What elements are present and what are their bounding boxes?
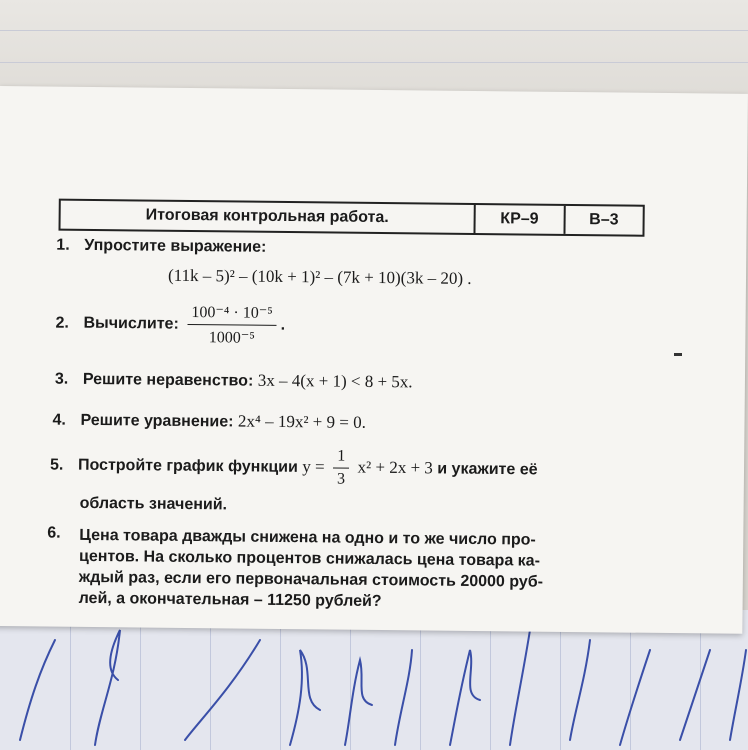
test-header <box>58 199 644 237</box>
task-text: Вычислите: <box>83 314 179 333</box>
task-6-number: 6. <box>47 524 61 542</box>
task-text: Упростите выражение: <box>84 236 267 256</box>
task-2 <box>55 301 285 348</box>
task-5-tail: и укажите её <box>437 460 538 479</box>
task-1 <box>56 237 266 257</box>
task-text: Решите уравнение: <box>80 411 234 431</box>
task-2-suffix: . <box>280 316 286 334</box>
task-text: Решите неравенство: <box>82 370 254 390</box>
fraction-numerator: 1 <box>333 448 349 469</box>
task-4 <box>52 410 366 433</box>
task-2-fraction <box>187 302 277 348</box>
task-1-formula: (11k – 5)² – (10k + 1)² – (7k + 10)(3k – 20) . <box>167 265 472 288</box>
task-6-line: центов. На сколько процентов снижалась цена товара ка- <box>78 547 541 570</box>
task-5 <box>50 445 538 491</box>
task-3 <box>55 369 413 393</box>
test-title: Итоговая контрольная работа. <box>61 201 476 233</box>
task-number: 2. <box>55 314 69 332</box>
fraction-denominator: 3 <box>336 470 346 488</box>
task-6-text <box>79 525 640 615</box>
task-6-line: лей, а окончательная – 11250 рублей? <box>78 589 382 611</box>
fraction-denominator: 1000⁻⁵ <box>208 329 255 347</box>
task-number: 4. <box>52 411 66 429</box>
task-text: Постройте график функции <box>77 456 298 476</box>
task-5-line-2: область значений. <box>79 494 228 514</box>
task-number: 1. <box>56 236 70 254</box>
task-5-formula-suffix: x² + 2x + 3 <box>357 457 433 478</box>
task-number: 5. <box>49 456 64 474</box>
test-sheet <box>0 86 748 634</box>
task-3-formula: 3x – 4(x + 1) < 8 + 5x. <box>257 370 413 392</box>
ruled-line <box>0 62 748 63</box>
task-5-formula-prefix: y = <box>302 456 325 477</box>
task-6-line: ждый раз, если его первоначальная стоимость 20000 руб- <box>78 568 544 591</box>
fraction-numerator: 100⁻⁴ · 10⁻⁵ <box>187 302 277 326</box>
task-number: 3. <box>54 370 69 388</box>
task-6-line: Цена товара дважды снижена на одно и то же число про- <box>79 526 536 549</box>
task-4-formula: 2x⁴ – 19x² + 9 = 0. <box>237 411 367 432</box>
test-code: КР–9 <box>476 205 566 234</box>
pen-mark <box>674 353 682 356</box>
test-variant: В–3 <box>589 211 619 229</box>
ruled-line <box>0 30 748 31</box>
task-5-fraction <box>333 448 349 489</box>
